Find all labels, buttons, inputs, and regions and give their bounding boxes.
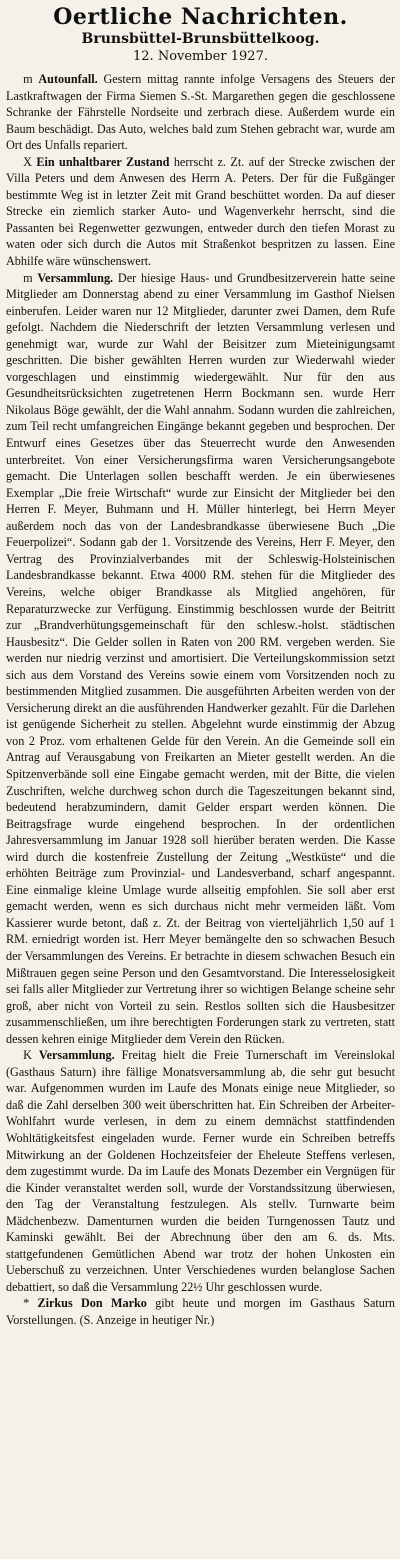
issue-date: 12. November 1927. (133, 49, 268, 64)
article-text: Gestern mittag rannte infolge Versagens des Steuers der Lastkraftwagen der Firma Siemen S.-St. Margarethen gegen die geschlossene Schranke der Fährstelle Nordseite und zerbrach diese. Außerdem wurde ein Baum beschädigt. Das Auto, welches bald zum Stehen gebracht war, wurde am Ort des Unfalls repariert. (6, 72, 396, 153)
article-text: herrscht z. Zt. auf der Strecke zwischen der Villa Peters und dem Anwesen des Herrn A. Peters. Der für die Fußgänger bestimmte Weg ist in letzter Zeit mit Grand beschüttet worden. Da auf dieser Strecke ein ziemlich starker Auto- und Wagenverkehr herrscht, sind die Passanten bei Regenwetter gezwungen, entweder durch den tiefen Morast zu waten oder sich durch die Autos mit Straßenkot bespritzen zu lassen. Eine Abhilfe wäre wünschenswert. (6, 154, 396, 269)
section-title: Oertliche Nachrichten. (53, 4, 348, 30)
article-versammlung-turnerschaft (6, 1047, 395, 1295)
author-mark: K (23, 1048, 32, 1063)
article-heading: Ein unhaltbarer Zustand (36, 154, 170, 169)
article-heading: Autounfall. (38, 72, 98, 86)
author-mark: m (23, 72, 33, 86)
article-zustand (6, 154, 395, 270)
article-text: gibt heute und morgen im Gasthaus Saturn Vorstellungen. (S. Anzeige in heutiger Nr.) (6, 1296, 396, 1328)
author-mark: * (23, 1296, 30, 1311)
article-list (6, 71, 395, 1329)
article-text: Freitag hielt die Freie Turnerschaft im Vereinslokal (Gasthaus Saturn) ihre fällige Monatsversammlung ab, die sehr gut besucht war. Aufgenommen wurden im Laufe des Monats einige neue Mitglieder, so daß die Zahl derselben 300 weit überschritten hat. Ein Schreiben der Arbeiter-Wohlfahrt wurde verlesen, in dem zu einem demnächst stattfindenden Wohltätigkeitsfest eingeladen wurde. Ferner wurde ein Schreiben betreffs Mitwirkung an der Goldenen Hochzeitsfeier der Eheleute Steffens verlesen, dem zugestimmt wurde. Da im Laufe des Monats Dezember ein Vergnügen für die Kinder veranstaltet werden soll, wurde der Vorstandssitzung überwiesen, den Tag der Veranstaltung festzulegen. Als stellv. Turnwarte beim Mädchenbezw. Damenturnen wurden die beiden Turngenossen Tautz und Kaminski gewählt. Bei der Abrechnung über den am 6. ds. Mts. stattgefundenen Gemütlichen Abend war trotz der hohen Unkosten ein Ueberschuß zu verzeichnen. Unter Verschiedenes wurden belanglose Sachen debattiert, so daß die Versammlung 22½ Uhr geschlossen wurde. (6, 1048, 396, 1294)
author-mark: m (23, 270, 33, 285)
article-heading: Versammlung. (37, 270, 114, 285)
masthead (6, 4, 395, 65)
article-versammlung-grundbesitzer (6, 270, 395, 1048)
article-heading: Versammlung. (38, 1048, 115, 1063)
article-heading: Zirkus Don Marko (37, 1296, 147, 1311)
location-subtitle: Brunsbüttel-Brunsbüttelkoog. (81, 31, 320, 47)
article-text: Der hiesige Haus- und Grundbesitzerverein hatte seine Mitglieder am Donnerstag abend zu einer Versammlung im Gasthof Nielsen einberufen. Leider waren nur 12 Mitglieder, darunter zwei Damen, dem Rufe gefolgt. Nachdem die Niederschrift der letzten Versammlung verlesen und genehmigt war, wurde zur Wahl der Beisitzer zum Mieteinigungsamt geschritten. Die bisher gewählten Herren wurden zur Wiederwahl wieder vorgeschlagen und einstimmig wiedergewählt. Nur für den aus Gesundheitsrücksichten zugetretenen Herrn Bockmann sen. wurde Herr Nikolaus Böge gewählt, der die Wahl annahm. Sodann wurden die zahlreichen, zum Teil recht umfangreichen Eingänge bekannt gegeben und besprochen. Der Entwurf eines Gesetzes über das Steuerrecht wurde den Anwesenden unterbreitet. Von einer Versicherungsfirma waren Versicherungsangebote gemacht. Die Unterlagen sollen beschafft werden. Je ein überwiesenes Exemplar „Die freie Wirtschaft“ wurde zur Einsicht der Mitglieder bei den Herren F. Meyer, Buhmann und H. Müller hinterlegt, bei Herrn Meyer außerdem noch das von der Landesbrandkasse überwiesene Buch „Die Feuerpolizei“. Sodann gab der 1. Vorsitzende des Vereins, Herr F. Meyer, den Vertrag des Provinzialverbandes mit der Schleswig-Holsteinischen Landesbrandkasse bekannt. Etwa 4000 RM. stehen für die Mitglieder des Vereins, welche obiger Brandkasse als Mitglied angehören, für Reparaturzwecke zur Verfügung. Einstimmig beschlossen wurde der Beitritt zur „Brandverhütungsgemeinschaft für den schlesw.-holst. städtischen Hausbesitz“. Die Gelder sollen in Raten von 200 RM. vergeben werden. Sie werden nur niedrig verzinst und amortisiert. Die Verteilungskommission setzt sich aus dem Vorstand des Vereins sowie einem vom Vorsitzenden noch zu bestimmenden Mitglied zusammen. Die ausgeführten Arbeiten werden von der Versicherung direkt an die ausführenden Handwerker gezahlt. Für die Darlehen ist genügende Sicherheit zu stellen. Abgelehnt wurde einstimmig der Abzug von 2 Proz. vom erhaltenen Gelde für den Verein. An die Gemeinde soll ein Antrag auf Verausgabung von Freikarten an Mieter gestellt werden. An die Spitzenverbände soll eine Eingabe gemacht werden, mit der Bitte, die vielen Zuschriften, welche durchweg schon durch die Tageszeitungen bekannt sind, bedeutend herabzumindern, damit Gelder erspart werden können. Die Beitragsfrage wurde eingehend besprochen. In der ordentlichen Jahresversammlung im Januar 1928 soll hierüber beraten werden. Die Kasse wird durch die kostenfreie Zustellung der Zeitung „Westküste“ und die erhöhten Beiträge zum Provinzial- und Landesverband, scharf angespannt. Eine einmalige kleine Umlage wurde allseitig empfohlen. Sie soll aber erst gemacht werden, wenn es sich durchaus nicht mehr vermeiden läßt. Vom Kassierer wurde betont, daß z. Zt. der Beitrag von vierteljährlich 1,50 auf 1 RM. erniedrigt worden ist. Herr Meyer bemängelte den so schwachen Besuch der Versammlungen des Vereins. Er betrachte in diesem schwachen Besuch ein Mißtrauen gegen seine Person und den Gesamtvorstand. Die Interesselosigkeit sei falls aller Mitglieder zur Vertretung ihrer so wichtigen Belange scheine sehr groß, aber nicht von Vorteil zu sein. Restlos sollten sich die Hausbesitzer zusammenschließen, um ihre berechtigten Forderungen stark zu vertreten, statt dessen kehren einige Mitglieder dem Verein den Rücken. (6, 270, 396, 1046)
article-zirkus (6, 1295, 395, 1328)
article-autounfall (6, 71, 395, 154)
author-mark: X (23, 154, 32, 169)
